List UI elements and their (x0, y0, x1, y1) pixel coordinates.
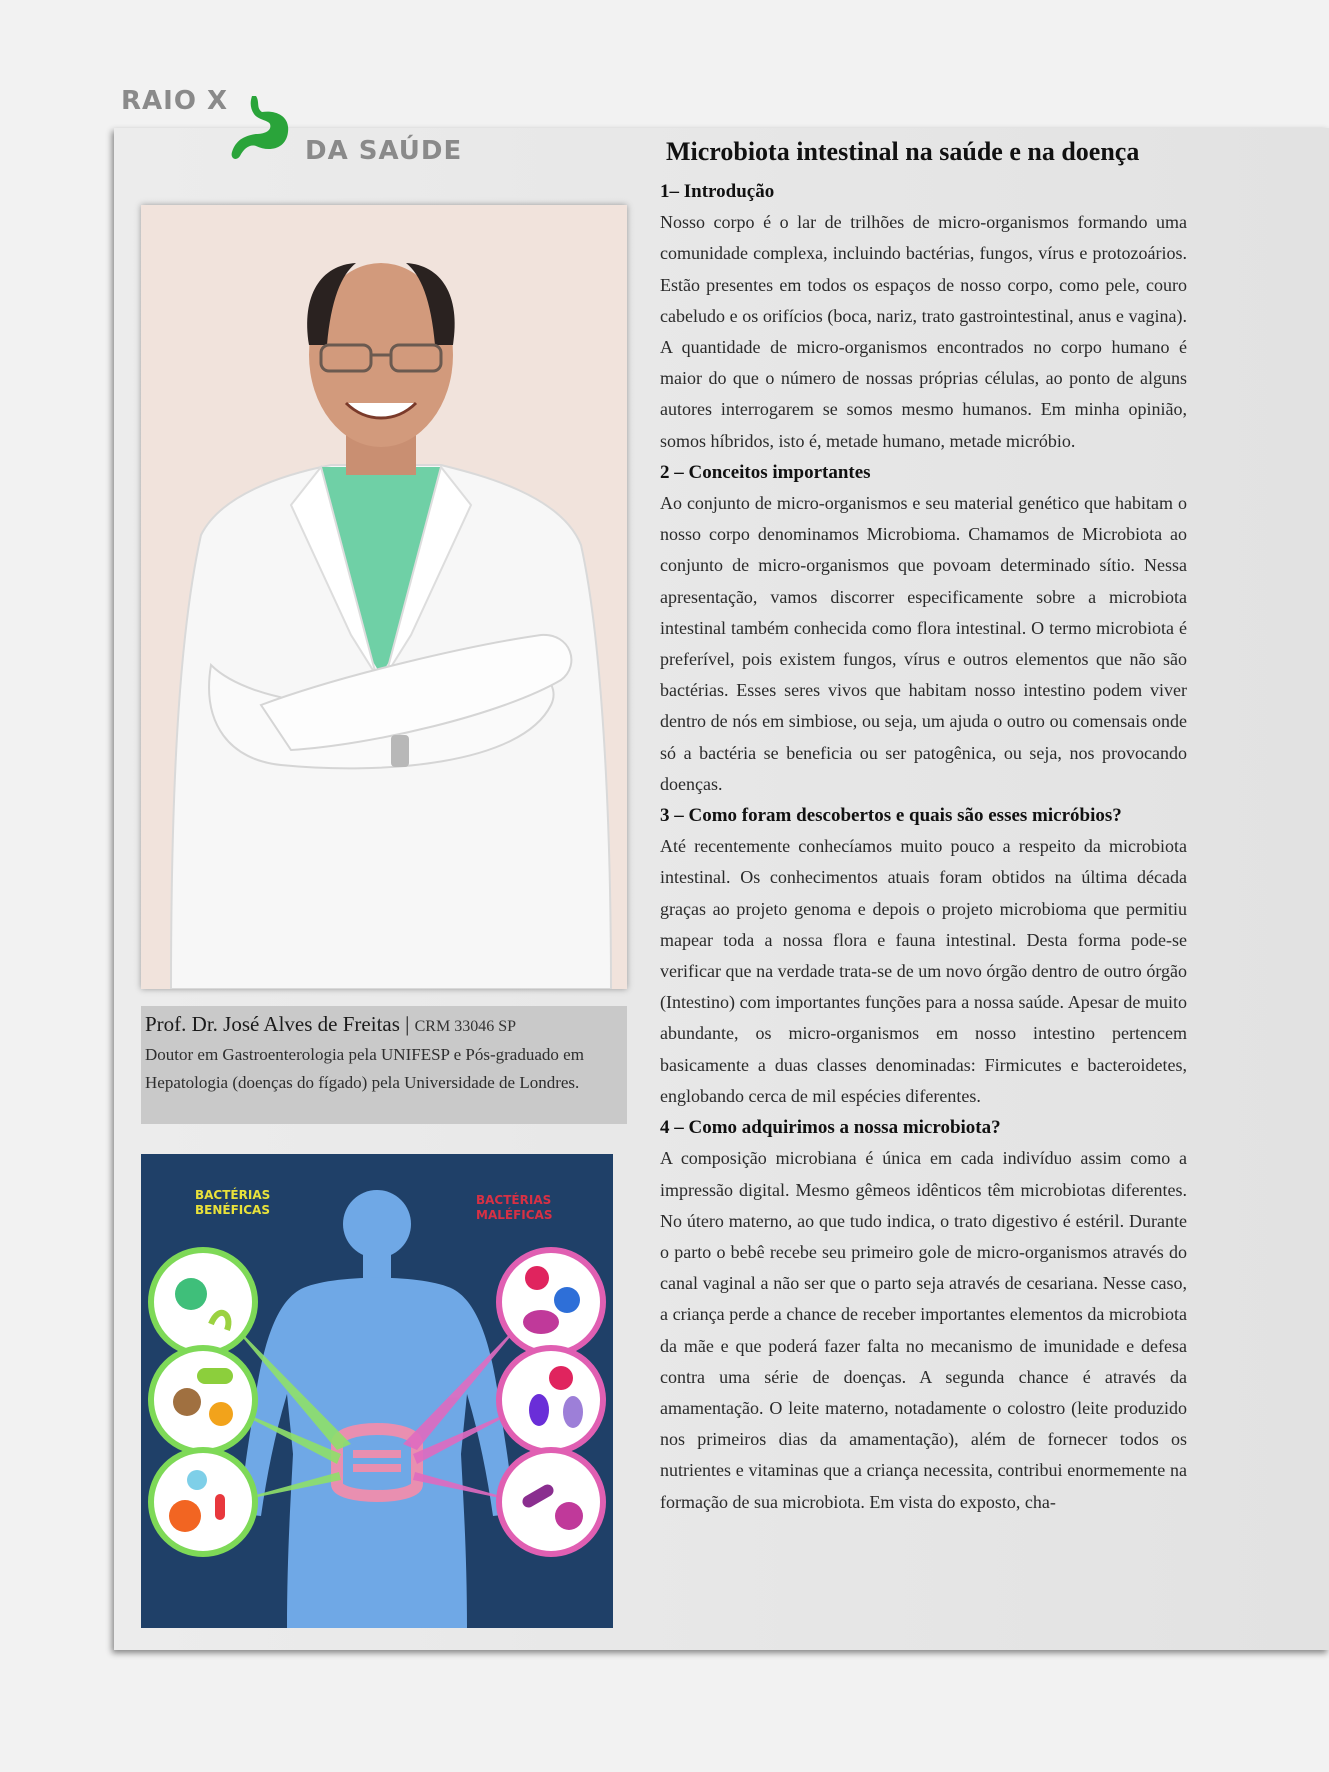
beneficial-label-line1: BACTÉRIAS (195, 1188, 271, 1202)
harmful-bacteria-label (476, 1193, 552, 1223)
section-heading: 4 – Como adquirimos a nossa microbiota? (660, 1117, 1001, 1139)
article-section-2 (660, 457, 1187, 800)
author-name-line (145, 1010, 623, 1041)
article-section-3 (660, 800, 1187, 1112)
separator: | (405, 1012, 410, 1036)
section-heading: 3 – Como foram descobertos e quais são esses micróbios? (660, 805, 1122, 827)
author-crm: CRM 33046 SP (414, 1018, 516, 1035)
harmful-label-line2: MALÉFICAS (476, 1208, 553, 1222)
section-heading: 2 – Conceitos importantes (660, 461, 871, 483)
author-caption (141, 1006, 627, 1124)
article (660, 134, 1187, 1518)
harmful-label-line1: BACTÉRIAS (476, 1193, 552, 1207)
stomach-icon (226, 92, 296, 164)
section-heading: 1– Introdução (660, 181, 775, 202)
microbiota-infographic (141, 1154, 613, 1628)
doctor-portrait (141, 205, 627, 989)
beneficial-bacteria-label (195, 1188, 270, 1218)
article-section-1 (660, 176, 1187, 457)
section-body: A composição microbiana é única em cada indivíduo assim como a impressão digital. Mesmo gêmeos idênticos têm microbiotas diferentes. No útero materno, ao que tudo indica, o trato digestivo é estéril. Durante o parto o bebê recebe seu primeiro gole de micro-organismos através do canal vaginal a não ser que o parto seja através de cesariana. Nesse caso, a criança perde a chance de receber importantes elementos da microbiota da mãe e que poderá fazer falta no mecanismo de imunidade e defesa contra uma série de doenças. A segunda chance é através da amamentação. O leite materno, notadamente o colostro (leite produzido nos primeiros dias da amamentação), além de fornecer todos os nutrientes e vitaminas que a criança necessita, contribui enormemente na formação de sua microbiota. Em vista do exposto, cha- (660, 1148, 1187, 1512)
body-bacteria-illustration (141, 1154, 613, 1628)
section-title-raio-x: RAIO X (121, 86, 229, 116)
section-body: Ao conjunto de micro-organismos e seu material genético que habitam o nosso corpo denominamos Microbioma. Chamamos de Microbiota ao conjunto de micro-organismos que povoam determinado sítio. Nessa apresentação, vamos discorrer especificamente sobre a microbiota intestinal também conhecida como flora intestinal. O termo microbiota é preferível, pois existem fungos, vírus e outros elementos que não são bactérias. Esses seres vivos que habitam nosso intestino podem viver dentro de nós em simbiose, ou seja, um ajuda o outro ou comensais onde só a bactéria se beneficia ou ser patogênica, ou seja, nos provocando doenças. (660, 493, 1187, 794)
harmful-bacteria-circles (499, 1250, 603, 1554)
beneficial-bacteria-circles (151, 1250, 255, 1554)
section-title-da-saude: DA SAÚDE (305, 136, 463, 166)
beneficial-label-line2: BENÉFICAS (195, 1203, 270, 1217)
section-body: Até recentemente conhecíamos muito pouco a respeito da microbiota intestinal. Os conhecimentos atuais foram obtidos na última década graças ao projeto genoma e depois o projeto microbioma que permitiu mapear toda a nossa flora e fauna intestinal. Desta forma pode-se verificar que na verdade trata-se de um novo órgão dentro de outro órgão (Intestino) com importantes funções para a nossa saúde. Apesar de muito abundante, os micro-organismos em nosso intestino pertencem basicamente a duas classes denominadas: Firmicutes e bacteroidetes, englobando cerca de mil espécies diferentes. (660, 836, 1187, 1106)
author-photo (141, 205, 627, 989)
article-title: Microbiota intestinal na saúde e na doença (666, 137, 1140, 166)
author-description: Doutor em Gastroenterologia pela UNIFESP e Pós-graduado em Hepatologia (doenças do fígado) pela Universidade de Londres. (145, 1045, 584, 1092)
author-name: Prof. Dr. José Alves de Freitas (145, 1012, 400, 1036)
article-section-4 (660, 1112, 1187, 1518)
section-body: Nosso corpo é o lar de trilhões de micro-organismos formando uma comunidade complexa, incluindo bactérias, fungos, vírus e protozoários. Estão presentes em todos os espaços de nosso corpo, como pele, couro cabeludo e os orifícios (boca, nariz, trato gastrointestinal, anus e vagina). A quantidade de micro-organismos encontrados no corpo humano é maior do que o número de nossas próprias células, ao ponto de alguns autores interrogarem se somos mesmo humanos. Em minha opinião, somos híbridos, isto é, metade humano, metade micróbio. (660, 212, 1187, 451)
